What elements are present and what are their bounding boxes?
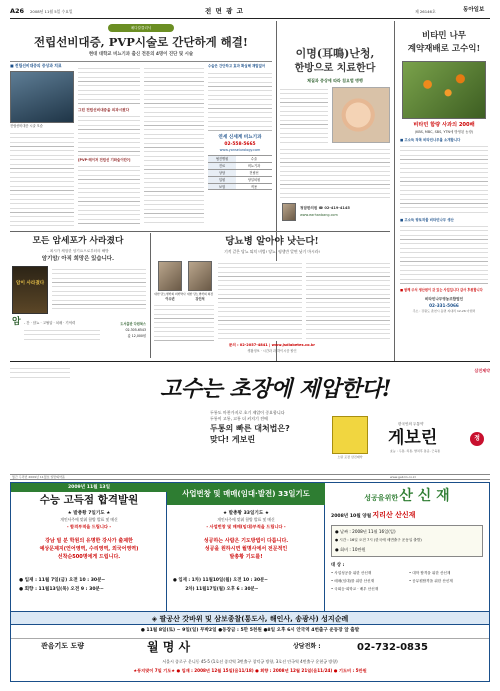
doctor-photo-1 — [158, 261, 182, 291]
vitamin-berry-photo — [402, 61, 486, 119]
col3-sub-row — [331, 511, 489, 521]
col2-red1: 성공하는 사람은 기도방법이 다릅니다. — [203, 538, 289, 544]
ad-prostate-tag-label: 메디칼클리닉 — [130, 26, 152, 30]
ad-cancer-text-a — [52, 267, 146, 311]
gebrin-package — [332, 416, 368, 454]
clinic-table-cell: 보험 — [208, 184, 236, 189]
col3-title-row — [325, 485, 489, 507]
clinic-table-cell: 적용 — [250, 185, 258, 189]
pilgrimage-banner — [11, 611, 489, 625]
temple-org-label: 관음기도 도량 — [41, 642, 85, 650]
ad-vitamin-title: 비타민 나무 — [421, 31, 466, 41]
ad-prostate-col1-text — [10, 131, 74, 226]
col2-date2: 2차) 11월17일(월) 오후 6 : 30분~ — [173, 587, 259, 592]
ad-diabetes-footer: 문의 : 02-2057-4841 | www.jsdiabetes.co.kr — [228, 343, 316, 347]
ad-prostate-col2-text-b — [78, 114, 140, 156]
temple-phone: 02-732-0835 — [357, 642, 428, 653]
col1-line3: - 합격부적을 드립니다 - — [66, 524, 112, 529]
section-title: 전 면 광 고 — [205, 7, 244, 15]
ad-gebrin-company: 삼진제약 — [474, 368, 490, 373]
ad-prostate-col2-text-c — [78, 164, 140, 226]
ad-cancer-price: 값 12,000원 — [127, 334, 146, 338]
ad-gebrin-brand: 게보린 — [388, 428, 438, 448]
ad-diabetes-title: 당뇨병 알아야 낫는다! — [225, 236, 319, 247]
ad-vitamin-section-2: ■ 고소득 향토작물 비타민나무 생산 — [400, 218, 454, 222]
ad-diabetes-subtitle: 기적 같은 당뇨 퇴치 비법! 당뇨, 평생만 알면 낫기 마시라! — [224, 249, 320, 254]
ad-prostate-col2-text-a — [78, 66, 140, 106]
section-rule — [10, 361, 490, 362]
ad-vitamin-phone: 02-331-5066 — [429, 303, 459, 308]
ad-gebrin-bar-left: 월간 두리번 2009년 11월호 일반의약품 — [12, 474, 65, 479]
ad-vitamin-text-b — [400, 224, 488, 286]
clinic-table-cell: 수술 — [250, 157, 258, 161]
col1-line2: 개인사주에 맞춰 합방 발표 및 메신 — [60, 517, 118, 522]
col2-line2: 개인사주에 맞춰 합방 발표 및 메신 — [217, 517, 275, 522]
pilgrimage-banner-label: ◈ 팔공산 갓바위 및 삼보종찰(통도사, 해인사, 송광사) 성지순례 — [151, 615, 349, 623]
ad-tinnitus — [280, 21, 390, 229]
ad-cancer-lead: 암기암/ 아직 희망은 있습니다. — [41, 256, 115, 262]
ad-vitamin-address: 주소 : 강원도 춘천시 동면 지내리 12-26 아랜리 — [412, 309, 476, 313]
col2-title: 사업번창 및 매매(임대·발전) 33일기도 — [182, 489, 310, 498]
col2-red2: 성공을 원하시면 월명사에서 전문적인 — [204, 546, 288, 552]
clinic-table-cell: 진료 — [208, 163, 236, 169]
doctor-2-name: 강인석 — [195, 297, 205, 301]
ad-prostate-mid-heading: 그린 전립선비대증을 외과시켰다 — [78, 108, 130, 112]
ad-tinnitus-text-a — [280, 87, 328, 143]
col3-sub: 2008년 10월 양월 — [331, 514, 372, 519]
surgery-photo-caption: 전립선비대증 시술 모습 — [10, 124, 43, 128]
ad-prostate-subtitle: 현대 대학교 비뇨기과 출신 전문의 4명이 진단 및 시술 — [88, 52, 194, 57]
ad-prostate-col-heading: ■ 전립선비대증의 증상과 치료 — [10, 63, 62, 68]
ad-tinnitus-title-2: 한방으로 치료한다 — [294, 63, 376, 74]
col3-target-item: • 공무원합격을 위한 산신재 — [409, 579, 453, 583]
temple-org-name: 월 명 사 — [147, 640, 191, 654]
clinic-table-cell: 상담 — [208, 170, 236, 176]
ad-cancer-publisher: 도서출판 다원북스 — [120, 322, 146, 326]
ad-diabetes-text-c — [154, 303, 214, 341]
column-rule — [150, 233, 151, 358]
ad-tinnitus-subtitle: 체질과 증상에 따라 침요법 병행 — [307, 78, 363, 83]
ad-temple — [10, 482, 490, 682]
ad-gebrin-bar-right: www.gebrin.co.kr — [390, 474, 416, 479]
col1-line1: ★ 발총황 7일기도 ★ — [67, 511, 111, 516]
ad-diabetes — [154, 233, 390, 358]
ad-cancer-title: 모든 암세포가 사라졌다 — [32, 236, 124, 246]
ad-vitamin-text-a — [400, 144, 488, 216]
book-cover — [12, 266, 48, 314]
col1-date-banner — [11, 483, 167, 492]
clinic-phone: 02-558-5665 — [224, 142, 256, 147]
ad-gebrin-cta: 노란 포장 삼진제약 — [337, 455, 363, 459]
col2-date1: ● 입재 : 1차) 11월10일(월) 오전 10 : 30분~ — [173, 578, 268, 583]
ad-gebrin-bar — [10, 474, 490, 480]
col1-red3: 선착순500명에게 드립니다. — [57, 554, 121, 560]
ad-gebrin — [10, 364, 490, 474]
temple-info-row — [11, 638, 489, 656]
ad-tinnitus-url: www.earhanbang.com — [300, 213, 338, 217]
clinic-table-row — [208, 169, 272, 176]
clinic-table-row — [208, 176, 272, 183]
col1-red2: 예상문제지(언어영역, 수리영역, 외국어영역) — [39, 546, 139, 552]
ad-gebrin-sub1: 두통도 마찬가지로 초기 제압이 중요합니다 — [210, 410, 285, 415]
ad-vitamin-section: ■ 고소득 작목 비타민나무를 소개합니다 — [400, 138, 461, 142]
section-rule — [10, 231, 390, 232]
clinic-table-cell: 비뇨기과 — [247, 164, 261, 168]
clinic-url: www.yonseiurology.com — [219, 148, 261, 152]
ad-prostate-col3-text — [144, 66, 204, 226]
col1-title: 수능 고득점 합격발원 — [39, 494, 139, 506]
temple-footer: ★동지맞이 7일 기도★ ● 입재 : 2008년 12월 15일(음11/18) ● 회향 : 2008년 12월 21일(음11/24) ● 기도비 : 5만원 — [133, 668, 367, 673]
col3-target-item: • 국회등·희학교 · 배우 산신재 — [331, 587, 379, 591]
col3-date3: ● 회비 : 10만원 — [335, 547, 366, 552]
col2-title-banner — [167, 483, 325, 505]
col3-date2: ● 시간 : 16일 오전 7시 (한국에 세면출구 운동일 출발) — [335, 538, 422, 542]
col3-date1: ● 날짜 : 2008년 11월 16일(일) — [335, 529, 396, 534]
col3-target-item: • 사업성공을 위한 산신재 — [331, 571, 372, 575]
clinic-table-cell: 당일퇴원 — [247, 178, 261, 182]
ad-gebrin-footer: 효능 : 두통, 치통, 발치후 통증, 근육통 — [390, 449, 441, 453]
column-rule — [394, 21, 395, 361]
issue-date: 2008년 11월 5일 수요일 — [30, 9, 73, 14]
col3-target-label: 대 상 : — [331, 563, 345, 568]
ad-temple-col3 — [325, 483, 489, 611]
ad-gebrin-badge — [470, 432, 484, 446]
ad-gebrin-tag: 한국인의 두통약 — [398, 422, 424, 426]
ad-gebrin-headline: 고수는 초장에 제압한다! — [160, 376, 391, 402]
col1-date2: ● 회향 : 11월13일(목) 오전 9 : 30분~ — [19, 587, 104, 592]
pilgrimage-details: ● 11월 8일(토) ~ 9일(일) 무박2일 ●동장금 : 5만 5천원 ●8일 오후 6시 안국역 4번출구 운동장 앞 출발 — [140, 628, 360, 633]
temple-address: 서울시 종로구 운니동 45-5 (1호선 종각역 3번출구 창덕궁 방향, 3호선 안국역 4번출구 운현궁 방향) — [162, 659, 338, 664]
ad-vitamin-tagline: 비타민 함량 사과의 200배 — [413, 122, 475, 128]
ad-prostate-tag — [108, 24, 174, 32]
col2-red3: 발총황 기도를! — [229, 554, 263, 560]
clinic-name: 연세 신세계 비뇨기과 — [218, 135, 262, 140]
ad-prostate — [10, 21, 272, 229]
clinic-table-row — [208, 162, 272, 169]
ad-gebrin-small-text — [10, 366, 70, 380]
col2-line1: ★ 발총황 33일기도 ★ — [222, 511, 270, 516]
ad-prostate-mid-heading-2: [PVP-레이저 전립선 기화술이란?] — [78, 158, 131, 162]
clinic-table-row — [208, 183, 272, 190]
col1-red1: 강남 빌 분 학원의 유명한 강사가 출제한 — [45, 538, 133, 544]
page-number: A26 — [10, 7, 25, 15]
doctor-photo — [282, 203, 296, 221]
ad-vitamin-tree — [398, 21, 490, 357]
clinic-table-row — [208, 155, 272, 162]
ad-cancer-book-sub: - 간 · 암뇨 · 고혈압 · 치매 · 기억력 — [24, 321, 76, 325]
clinic-table-cell: 입원 — [208, 177, 236, 183]
ad-cancer-phone: 02-305-6543 — [125, 328, 146, 332]
doctor-2-caption: 대한 당뇨병학회 회장 — [186, 292, 214, 296]
ad-vitamin-tagline-2: (KBS, MBC, SBS, YTN에 방영된 농장) — [414, 130, 474, 134]
ad-prostate-col4-text — [208, 71, 272, 131]
col1-date-banner-label: 2009년 11월 13일 — [67, 485, 111, 490]
ad-diabetes-footer-2: 생활정보 · 시간과 과 하이시즘 할인 — [247, 349, 297, 353]
ad-gebrin-text-block — [10, 364, 140, 444]
col3-title: 산 신 재 — [399, 488, 450, 504]
newspaper-name: 동아일보 — [463, 7, 485, 13]
col1-date1: ● 입재 : 11월 7일(금) 오전 10 : 30분~ — [19, 578, 106, 583]
header-rule — [10, 18, 490, 19]
clinic-table-cell: 전립선 — [249, 171, 259, 175]
ad-cancer-book — [10, 233, 146, 358]
doctor-photo-2 — [188, 261, 212, 291]
ad-tinnitus-title: 이명(耳鳴)난청, — [295, 47, 375, 60]
ad-vitamin-company: 비타민나무영농조합법인 — [424, 297, 464, 301]
ad-cancer-book-label: 암 — [12, 317, 21, 327]
ad-diabetes-text-b — [306, 261, 390, 341]
ad-gebrin-answer: 맞다! 게보린 — [210, 435, 256, 444]
ad-gebrin-badge-label: 정 — [474, 435, 480, 442]
ad-prostate-title: 전립선비대증, PVP시술로 간단하게 해결! — [34, 35, 248, 49]
ad-tinnitus-text-b — [280, 147, 390, 201]
ear-illustration — [332, 87, 390, 143]
clinic-info-table — [208, 155, 272, 190]
ad-gebrin-sub2: 두통이 고통, 고통 더 커지기 전에 — [210, 416, 268, 421]
ad-prostate-divider — [10, 61, 272, 62]
ad-vitamin-notice: ■ 함께 주식 생산원이 갖 있는 사업입니다 감사 후원합니다 — [400, 288, 483, 292]
col3-target-item: • 매매(임대)를 위한 산신재 — [331, 579, 375, 583]
col3-target-item: • 대학 합격을 위한 산신재 — [409, 571, 451, 575]
ad-cancer-text-b — [24, 328, 100, 342]
ad-gebrin-question: 두통의 빠른 대처법은? — [210, 424, 290, 433]
surgery-photo — [10, 71, 74, 123]
book-cover-title: 암이 사라졌다 — [16, 281, 45, 286]
ad-cancer-subtitle: - 최시가 체험한 암기요으로부터의 해방 — [47, 249, 109, 253]
col3-sub-red: 지리산 산신재 — [372, 511, 416, 519]
ad-temple-col1 — [11, 483, 167, 611]
temple-phone-label: 상담전화 : — [293, 643, 321, 650]
issue-number: 제 26146호 — [415, 9, 436, 14]
col3-schedule-box — [331, 525, 483, 557]
doctor-1-caption: 대한 당뇨병학회 의학박사 — [154, 292, 186, 296]
ad-vitamin-title-2: 계약재배로 고수익! — [407, 44, 481, 54]
ad-prostate-right-heading: 수술은 간단하고 효과 확실해 재발없어 — [208, 64, 266, 68]
clinic-table-cell: 협진병원 — [208, 156, 236, 162]
doctor-1-name: 이수년 — [165, 297, 175, 301]
col3-title-pre: 성공을위한 — [364, 494, 399, 502]
ad-temple-col2 — [167, 483, 325, 611]
ad-diabetes-text-a — [218, 261, 302, 341]
col2-line3: - 사업번창 및 매매(임대)부적을 드립니다 - — [206, 524, 286, 529]
page-header — [10, 6, 490, 17]
ad-tinnitus-phone: 청담한의원 ☎ 02-419-4145 — [300, 206, 350, 210]
